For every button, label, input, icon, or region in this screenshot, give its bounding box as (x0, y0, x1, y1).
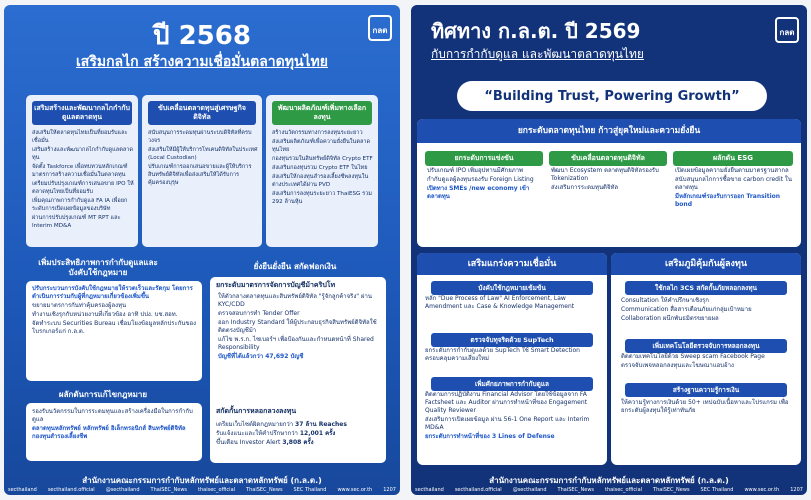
group-body: หลัก "Due Process of Law" AI Enforcement, Law Amendment และ Case & Knowledge Management (425, 295, 575, 310)
group-header: บังคับใช้กฎหมายเข้มข้น (431, 281, 593, 295)
group-body (425, 391, 601, 442)
group-header: ใช้กลไก 3CS สกัดกั้นภัยหลอกลงทุน (625, 281, 787, 295)
card-item: ตรวจสอบการทำ Tender Offer (218, 310, 300, 317)
social-link[interactable]: secthailand.official (454, 487, 502, 493)
social-link[interactable]: secthailand (8, 487, 37, 493)
card-header: เสริมสร้างและพัฒนากลไกกำกับดูแลตลาดทุน (32, 101, 132, 125)
page-subtitle: กับการกำกับดูแล และพัฒนาตลาดทุนไทย (431, 47, 644, 61)
col-header: ขับเคลื่อนตลาดทุนดิจิทัล (549, 151, 667, 166)
group-item: Communication สื่อสารเตือนภัยแก่กลุ่มเป้าหมาย (621, 306, 752, 313)
stat-value: 37 ล้าน Reaches (295, 421, 347, 428)
section-header-aml: ยั่งยืนยั่งยืน สกัดฟอกเงิน (253, 262, 337, 271)
footer-org: สำนักงานคณะกรรมการกำกับหลักทรัพย์และตลาดหลักทรัพย์ (ก.ล.ต.) (489, 476, 729, 485)
col-item: พัฒนา Ecosystem ตลาดทุนดิจิทัลรองรับ Tokenization (551, 167, 659, 182)
page-subtitle: เสริมกลไก สร้างความเชื่อมั่นตลาดทุนไทย (76, 54, 328, 70)
stats-header: สกัดกั้นการหลอกลวงลงทุน (216, 407, 297, 415)
social-link[interactable]: @secthailand (105, 487, 140, 493)
section-header-enforcement: เพิ่มประสิทธิภาพการกำกับดูแลและบังคับใช้กฎหมาย (38, 258, 158, 277)
group-body (621, 353, 795, 371)
group-item: ตรวจจับเพจหลอกลงทุนและโฆษณาแอบอ้าง (621, 362, 734, 369)
col-body (675, 167, 793, 210)
card-aml (210, 277, 386, 463)
card-header: พัฒนาผลิตภัณฑ์เพิ่มทางเลือกลงทุน (272, 101, 372, 125)
card-products (266, 95, 378, 247)
slogan-pill: “Building Trust, Powering Growth” (457, 81, 767, 111)
card-body (32, 285, 198, 337)
card-item: ส่งเสริมให้มีผู้ให้บริการโทเคนดิจิทัลในประเทศ (Local Custodian) (148, 147, 258, 161)
stat-label: ขึ้นเตือน Investor Alert (216, 439, 281, 446)
section-header: เสริมแกร่งความเชื่อมั่น (417, 253, 607, 275)
card-item: สนับสนุนการระดมทุนผ่านระบบดิจิทัลที่ครบวงจร (148, 130, 252, 144)
stat-value: 12,001 ครั้ง (299, 430, 336, 437)
card-subheader: ยกระดับมาตรการจัดการบัญชีม้าคริปโท (216, 281, 336, 289)
stat-label: รับแจ้งแนะและให้คำปรึกษากว่า (216, 430, 298, 437)
card-item: ปรับเกณฑ์การออกเสนอขายและผู้ให้บริการสินทรัพย์ดิจิทัลเพื่อส่งเสริมให้ได้รับการคุ้มครองบุรุษ (148, 164, 252, 186)
card-item: ตลาดทุนหลักทรัพย์ หลักทรัพย์ อิเล็กทรอนิกส์ สินทรัพย์ดิจิทัล กองทุนสำรองเลี้ยงชีพ (32, 425, 186, 440)
social-link[interactable]: www.sec.or.th (337, 487, 373, 493)
social-link[interactable]: secthailand (415, 487, 444, 493)
group-item: ติดตามเทคโนโลยีด้วย Sweep scam Facebook Page (621, 353, 765, 360)
group-body: ยกระดับการกำกับดูแลด้วย SupTech ใช้ Smart Detection ครอบคลุมความเสี่ยงใหม่ (425, 347, 580, 362)
card-mechanism (26, 95, 138, 247)
card-item: เพิ่มคุณภาพการกำกับดูแล FA IA เพื่อยกระดับการเปิดเผยข้อมูลของบริษัท (32, 198, 128, 212)
group-item: ยกระดับการทำหน้าที่ของ 3 Lines of Defense (425, 433, 555, 440)
card-law (26, 403, 202, 461)
card-item: ให้ตัวกลางตลาดทุนและสินทรัพย์ดิจิทัล "รู้จักลูกค้าจริง" ผ่าน KYC/CDD (218, 293, 372, 308)
social-link[interactable]: 1207 (790, 487, 803, 493)
page-title: ทิศทาง ก.ล.ต. ปี 2569 (431, 19, 641, 43)
social-link[interactable]: www.sec.or.th (744, 487, 780, 493)
footer (4, 473, 400, 495)
group-header: เพิ่มศักยภาพการกำกับดูแล (431, 377, 593, 391)
card-item: ส่งเสริมให้กองทุนสำรองเลี้ยงชีพลงทุนในต่างประเทศได้ผ่าน PVD (272, 174, 369, 188)
card-item: ทำงานเชิงรุกกับหน่วยงานที่เกี่ยวข้อง อาทิ ปปง. บช.สอท. (32, 311, 178, 318)
card-item: จัดตั้ง Taskforce เพื่อทบทวนหลักเกณฑ์มาตรการสร้างความเชื่อมั่นในตลาดทุน (32, 164, 128, 178)
card-item: เตรียมปรับปรุงเกณฑ์การเสนอขาย IPO ให้ตลาดทุนไทยเป็นที่ยอมรับ (32, 181, 134, 195)
stats-list (216, 421, 382, 448)
section-confidence (417, 253, 607, 465)
footer-org: สำนักงานคณะกรรมการกำกับหลักทรัพย์และตลาดหลักทรัพย์ (ก.ล.ต.) (82, 476, 322, 485)
section-immunity (611, 253, 801, 465)
social-link[interactable]: thaisec_official (605, 487, 643, 493)
stat-value: 3,808 ครั้ง (282, 439, 314, 446)
card-digital (142, 95, 262, 247)
card-item: แก้ไข พ.ร.ก. ไซเบอร์ฯ เพื่อป้องกันและกำหนดหน้าที่ Shared Responsibility (218, 336, 374, 351)
card-body (32, 408, 198, 442)
card-item: ผ่านการปรับปรุงเกณฑ์ MT RPT และ Interim MD&A (32, 215, 121, 229)
card-body (32, 129, 134, 231)
col-item: กำกับดูแลผู้ลงทุนรองรับ Foreign Listing (427, 176, 534, 183)
col-header: ผลักดัน ESG (673, 151, 793, 166)
stat-row (216, 421, 382, 429)
section-header-law: ผลักดันการแก้ไขกฎหมาย (58, 390, 148, 399)
footer-socials (415, 487, 803, 493)
card-item: สร้างนวัตกรรมทางการลงทุนระยะยาว (272, 130, 363, 136)
col-body (551, 167, 667, 193)
col-item: เปิดทาง SMEs /new economy เข้าตลาดทุน (427, 185, 530, 200)
card-item: รองรับนวัตกรรมในการระดมทุนและสร้างเครื่องมือในการกำกับดูแล (32, 408, 193, 423)
social-link[interactable]: SEC Thailand (293, 487, 327, 493)
card-item: ส่งเสริมกองทุนรวม Crypto ETF ในไทย (272, 165, 368, 171)
social-link[interactable]: secthailand.official (47, 487, 95, 493)
group-body: ให้ความรู้ทางการเงินด้วย 50+ เทปฉบับเนื้อหาและโปรแกรม เพื่อยกระดับผู้ลงทุนให้รู้เท่าทันภัย (621, 399, 789, 414)
footer (411, 473, 807, 495)
group-body (621, 297, 795, 324)
group-item: ส่งเสริมการเปิดเผยข้อมูล ผ่าน 56-1 One Report และ Interim MD&A (425, 416, 590, 431)
stat-row (216, 439, 382, 447)
social-link[interactable]: SEC Thailand (700, 487, 734, 493)
social-link[interactable]: ThaiSEC_News (246, 487, 283, 493)
card-body (218, 293, 382, 362)
card-item: จัดทำระบบ Securities Bureau เชื่อมโยงข้อมูลหลักประกันของโบรกเกอร์แก่ ก.ล.ต. (32, 320, 197, 335)
page-title: ปี 2568 (153, 21, 251, 51)
col-item: ปรับเกณฑ์ IPO เพิ่มอุปทานมีศักยภาพ (427, 167, 523, 174)
section-upgrade (417, 119, 801, 247)
social-link[interactable]: 1207 (383, 487, 396, 493)
card-enforcement (26, 281, 202, 381)
card-header: ขับเคลื่อนตลาดทุนสู่เศรษฐกิจดิจิทัล (148, 101, 256, 125)
card-item: บัญชีที่ได้แล้วกว่า 47,692 บัญชี (218, 353, 304, 360)
footer-socials (8, 487, 396, 493)
card-item: ออก Industry Standard ให้ผู้ประกอบธุรกิจสินทรัพย์ดิจิทัลใช้ติดตรงบัญชีม้า (218, 319, 377, 334)
section-header: เสริมภูมิคุ้มกันผู้ลงทุน (611, 253, 801, 275)
group-item: Collaboration ผนึกพันธมิตรขยายผล (621, 315, 719, 322)
sec-logo: กลต (775, 17, 799, 43)
col-item: มีหลักเกณฑ์รองรับการออก Transition bond (675, 193, 781, 208)
card-item: ส่งเสริมการลงทุนระยะยาว ThaiESG รวม 292 ล้านหุ้น (272, 191, 372, 205)
card-item: กองทุนรวมในสินทรัพย์ดิจิทัล Crypto ETF (272, 156, 373, 162)
card-item: เสริมสร้างและพัฒนากลไกกำกับดูแลตลาดทุน (32, 147, 134, 161)
col-item: เปิดเผยข้อมูลความยั่งยืนตามมาตรฐานสากล (675, 167, 789, 174)
group-header: ตรวจจับทุจริตด้วย SupTech (431, 333, 593, 347)
card-item: ส่งเสริมให้ตลาดทุนไทยเป็นที่ยอมรับและเชื่อมั่น (32, 130, 128, 144)
card-item: ส่งเสริมผลิตภัณฑ์เพื่อความยั่งยืนในตลาดทุนไทย (272, 139, 371, 153)
social-link[interactable]: ThaiSEC_News (653, 487, 690, 493)
left-panel (4, 5, 400, 495)
social-link[interactable]: thaisec_official (198, 487, 236, 493)
group-item: ติดตามการปฏิบัติงาน Financial Advisor โดยใช้ข้อมูลจาก FA Factsheet และ Auditor ผ่านการทำหน้าที่ของ Engagement Quality Reviewer (425, 391, 587, 414)
right-panel (411, 5, 807, 495)
col-body (427, 167, 543, 202)
col-item: ส่งเสริมการระดมทุนดิจิทัล (551, 184, 619, 191)
section-header: ยกระดับตลาดทุนไทย ก้าวสู่ยุคใหม่และความยั่งยืน (417, 119, 801, 143)
col-header: ยกระดับการแข่งขัน (425, 151, 543, 166)
sec-logo: กลต (368, 15, 392, 41)
stat-row (216, 430, 382, 438)
card-body (148, 129, 258, 188)
card-item: ปรับกระบวนการบังคับใช้กฎหมายให้รวดเร็วและรัดกุม โดยการดำเนินการร่วมกับผู้ที่กฎหมายเกี่ยวข้องเพิ่มขึ้น (32, 285, 193, 300)
group-item: Consultation ให้คำปรึกษาเชิงรุก (621, 297, 709, 304)
group-header: สร้างฐานความรู้การเงิน (625, 383, 787, 397)
social-link[interactable]: ThaiSEC_News (557, 487, 595, 493)
social-link[interactable]: ThaiSEC_News (150, 487, 188, 493)
social-link[interactable]: @secthailand (512, 487, 547, 493)
group-header: เพิ่มเทคโนโลยีตรวจจับการหลอกลงทุน (625, 339, 787, 353)
card-item: ขยายมาตรการกันท่าคุ้มครองผู้ลงทุน (32, 302, 127, 309)
col-item: สนับสนุนกลไกการซื้อขาย carbon credit ในตลาดทุน (675, 176, 792, 191)
card-body (272, 129, 374, 207)
stat-label: เตรียมเว็บไซต์ผิดกฎหมายกว่า (216, 421, 294, 428)
